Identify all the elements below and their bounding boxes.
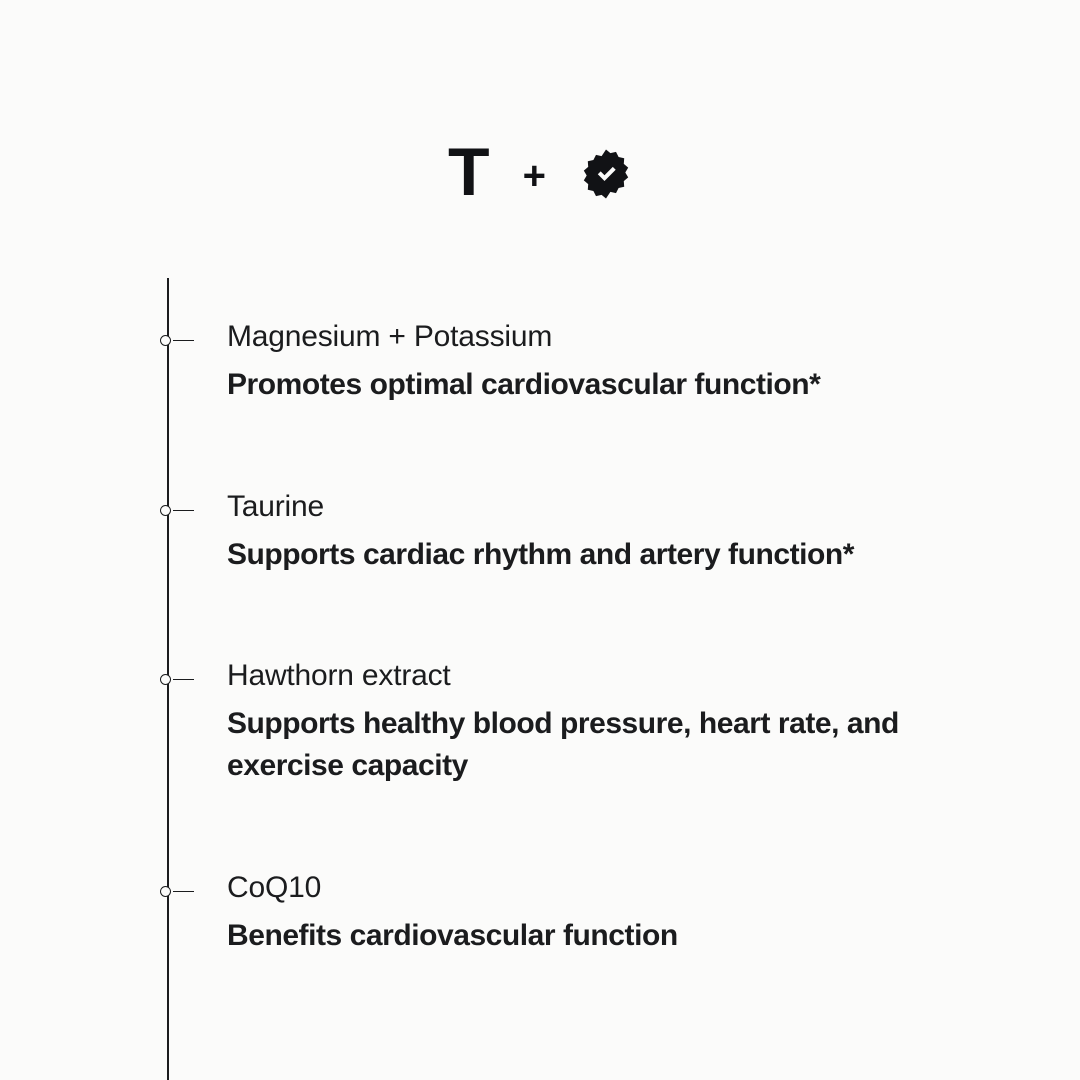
- list-item-text: [227, 869, 1017, 957]
- list-item-text: [227, 318, 1017, 406]
- ingredient-description: Supports cardiac rhythm and artery function*: [227, 538, 854, 572]
- list-item-text: [227, 657, 1017, 787]
- ingredient-description: Promotes optimal cardiovascular function*: [227, 368, 821, 402]
- timeline-node-icon: [160, 504, 196, 518]
- timeline-node-icon: [160, 885, 196, 899]
- ingredient-description: Benefits cardiovascular function: [227, 919, 678, 953]
- list-item-text: [227, 488, 1017, 576]
- ingredient-title: Magnesium + Potassium: [227, 320, 553, 353]
- timeline-node-icon: [160, 673, 196, 687]
- timeline-node-icon: [160, 334, 196, 348]
- ingredient-description: Supports healthy blood pressure, heart rate, and exercise capacity: [227, 707, 899, 783]
- ingredient-title: CoQ10: [227, 871, 322, 904]
- plus-icon: +: [522, 154, 546, 198]
- ingredient-title: Taurine: [227, 490, 324, 523]
- ingredient-title: Hawthorn extract: [227, 659, 451, 692]
- brand-letter-mark: T: [448, 134, 489, 210]
